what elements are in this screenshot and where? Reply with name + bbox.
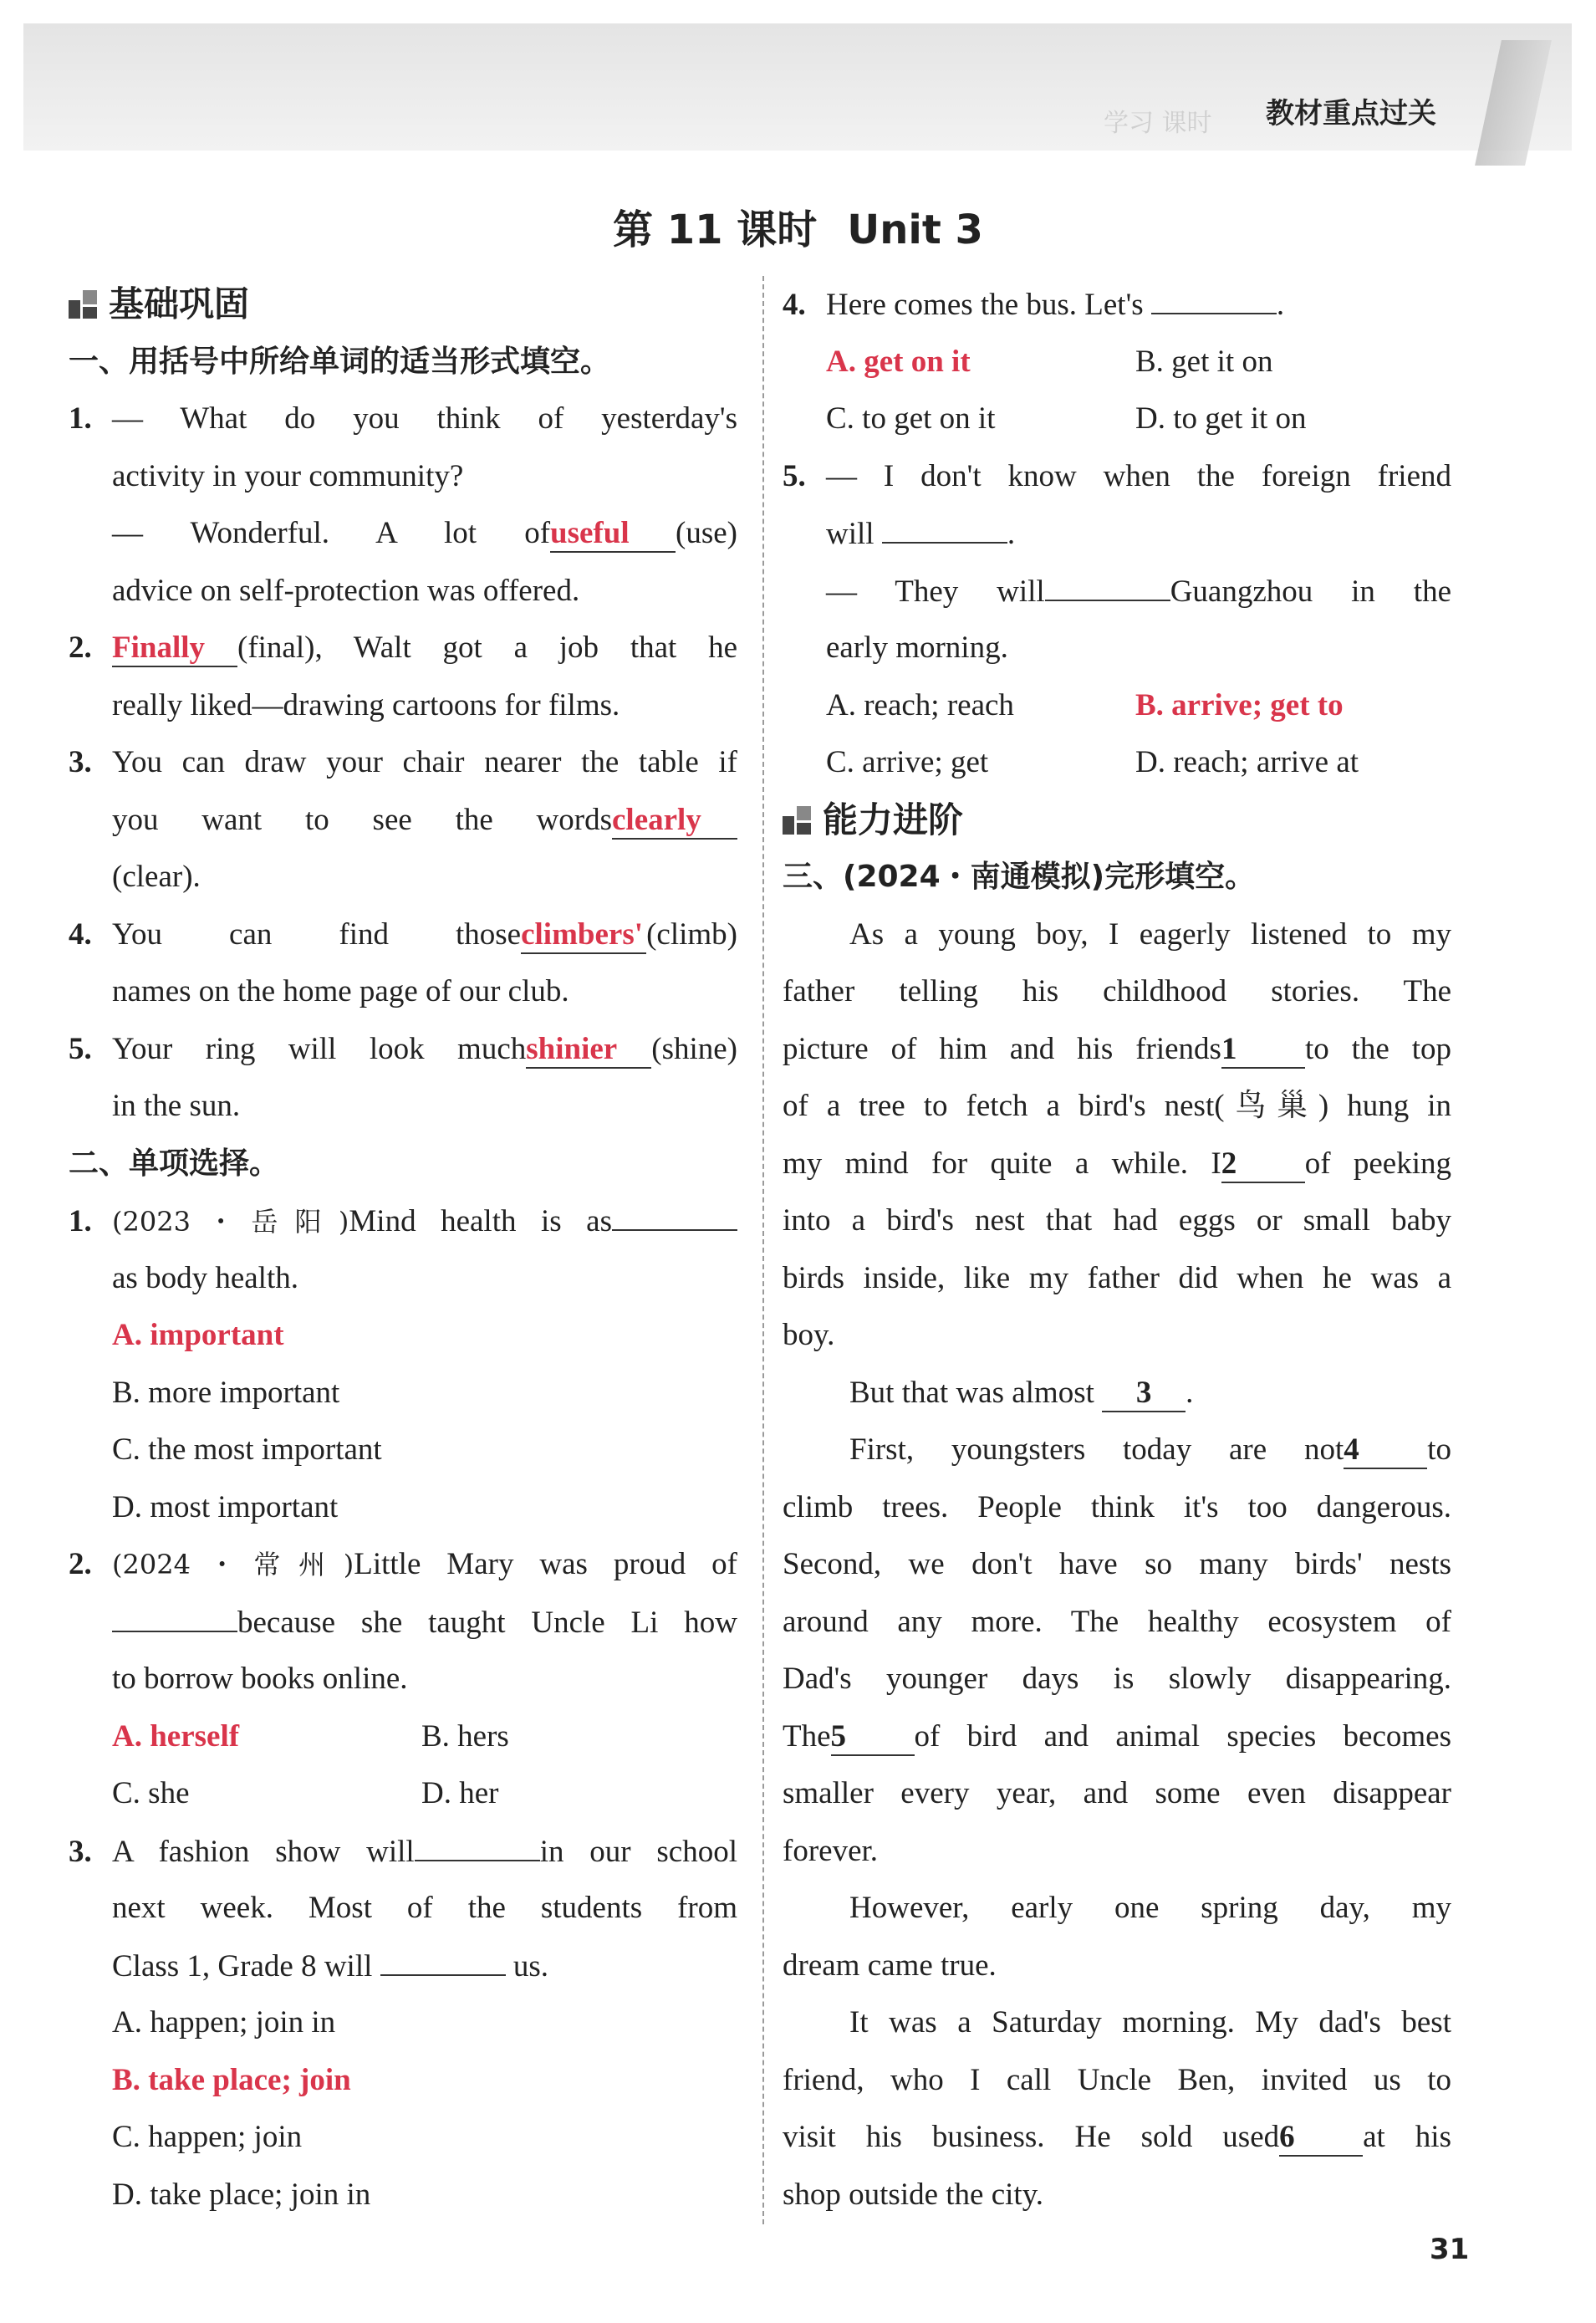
mc-5-option-b[interactable]: B. arrive; get to (1135, 687, 1344, 722)
answer-blank[interactable] (882, 505, 1007, 544)
page-number: 31 (1430, 2233, 1470, 2266)
cloze-blank-1[interactable]: 1 (1221, 1030, 1305, 1069)
question-1-line-2: activity in your community? (112, 458, 464, 493)
passage-line: Second, we don't have so many birds' nests (783, 1547, 1451, 1581)
mc-5-option-c[interactable]: C. arrive; get (826, 745, 989, 779)
mc-2-option-d[interactable]: D. her (421, 1776, 499, 1810)
mc-4-option-c[interactable]: C. to get on it (826, 401, 996, 436)
passage-line: First, youngsters today are not4 to (783, 1422, 1451, 1479)
cloze-blank-2[interactable]: 2 (1221, 1145, 1305, 1183)
mc-4-options-row-1 (783, 334, 1451, 391)
mc-3-line-1: 3. A fashion show will in our school (69, 1823, 737, 1881)
passage-line: dream came true. (783, 1948, 997, 1983)
passage-line: picture of him and his friends1 to the top (783, 1021, 1451, 1079)
mc-1-line-1: 1. (2023・岳阳)Mind health is as (69, 1192, 737, 1250)
passage-line: friend, who I call Uncle Ben, invited us to (783, 2062, 1451, 2097)
mc-2-line-2: because she taught Uncle Li how (69, 1594, 737, 1652)
question-3-line-1: 3. You can draw your chair nearer the table if (69, 745, 737, 779)
question-3-line-3: (clear). (112, 860, 201, 894)
mc-3-option-d[interactable]: D. take place; join in (112, 2177, 371, 2212)
passage-line: The5 of bird and animal species becomes (783, 1708, 1451, 1766)
cloze-blank-6[interactable]: 6 (1279, 2118, 1363, 2157)
section-heading-advanced: 能力进阶 (783, 792, 1451, 850)
mc-5-line-4: early morning. (826, 631, 1008, 665)
mc-1-option-b[interactable]: B. more important (112, 1375, 340, 1410)
passage-line: father telling his childhood stories. The (783, 974, 1451, 1008)
question-3-line-2: you want to see the wordsclearly (69, 792, 737, 850)
answer-blank[interactable] (415, 1823, 540, 1861)
passage-line: around any more. The healthy ecosystem of (783, 1604, 1451, 1639)
passage-line: But that was almost 3 . (783, 1365, 1451, 1422)
lesson-number: 第 11 课时 (613, 207, 818, 253)
mc-3-line-3: Class 1, Grade 8 will us. (69, 1938, 737, 1995)
answer-blank[interactable] (1045, 563, 1170, 601)
part1-heading: 一、用括号中所给单词的适当形式填空。 (69, 344, 611, 379)
mc-1-option-a[interactable]: A. important (112, 1318, 284, 1352)
mc-1-option-c[interactable]: C. the most important (112, 1432, 382, 1467)
mc-4-option-b[interactable]: B. get it on (1135, 344, 1273, 379)
mc-3-option-b[interactable]: B. take place; join (112, 2062, 351, 2097)
cloze-blank-5[interactable]: 5 (831, 1718, 915, 1756)
mc-2-options-row-1 (69, 1708, 737, 1766)
answer-blank[interactable]: useful (550, 514, 676, 553)
mc-4-options-row-2 (783, 391, 1451, 448)
question-2-line-2: really liked—drawing cartoons for films. (112, 687, 620, 722)
mc-2-line-1: 2. (2024・常州)Little Mary was proud of (69, 1547, 737, 1581)
answer-blank[interactable] (612, 1192, 737, 1231)
passage-line: shop outside the city. (783, 2177, 1044, 2212)
section-icon (783, 806, 811, 835)
mc-3-line-2: next week. Most of the students from (112, 1891, 737, 1925)
mc-2-option-a[interactable]: A. herself (112, 1718, 240, 1754)
mc-2-line-3: to borrow books online. (112, 1662, 408, 1696)
mc-4-line-1: 4. Here comes the bus. Let's . (783, 276, 1451, 334)
part3-heading: 三、(2024・南通模拟)完形填空。 (783, 860, 1256, 894)
cloze-blank-3[interactable]: 3 (1102, 1374, 1186, 1412)
mc-2-option-c[interactable]: C. she (112, 1776, 190, 1810)
passage-line: smaller every year, and some even disappear (783, 1776, 1451, 1810)
passage-line: climb trees. People think it's too dangerous. (783, 1489, 1451, 1524)
passage-line: Dad's younger days is slowly disappearing. (783, 1662, 1451, 1696)
mc-4-option-a[interactable]: A. get on it (826, 344, 971, 379)
mc-3-option-a[interactable]: A. happen; join in (112, 2005, 336, 2040)
mc-1-option-d[interactable]: D. most important (112, 1489, 339, 1524)
passage-line: However, early one spring day, my (849, 1891, 1451, 1925)
mc-5-option-d[interactable]: D. reach; arrive at (1135, 745, 1359, 779)
passage-line: forever. (783, 1833, 879, 1868)
header-faded-text: 学习 课时 (1104, 109, 1212, 138)
answer-blank[interactable] (112, 1594, 237, 1632)
passage-line: into a bird's nest that had eggs or small baby (783, 1203, 1451, 1238)
question-2-line-1: 2. Finally (final), Walt got a job that he (69, 620, 737, 677)
mc-2-option-b[interactable]: B. hers (421, 1718, 509, 1754)
section-icon (69, 290, 97, 319)
mc-5-options-row-2 (783, 734, 1451, 792)
answer-blank[interactable] (380, 1938, 506, 1976)
answer-blank[interactable] (1151, 276, 1277, 314)
question-1-line-4: advice on self-protection was offered. (112, 573, 580, 608)
passage-line: It was a Saturday morning. My dad's best (849, 2005, 1451, 2040)
passage-line: birds inside, like my father did when he was a (783, 1260, 1451, 1295)
question-5-line-2: in the sun. (112, 1089, 241, 1123)
header-band (23, 23, 1572, 151)
mc-5-line-1: 5. — I don't know when the foreign friend (783, 458, 1451, 493)
question-1-line-1: 1. — What do you think of yesterday's (69, 401, 737, 436)
question-5-line-1: 5. Your ring will look muchshinier (shine) (69, 1021, 737, 1079)
header-label: 教材重点过关 (1266, 97, 1436, 130)
cloze-blank-4[interactable]: 4 (1344, 1431, 1427, 1469)
passage-line: my mind for quite a while. I2 of peeking (783, 1136, 1451, 1193)
passage-line: of a tree to fetch a bird's nest(鸟巢) hung in (783, 1089, 1451, 1123)
left-column (69, 276, 737, 2223)
question-4-line-2: names on the home page of our club. (112, 974, 569, 1008)
mc-3-option-c[interactable]: C. happen; join (112, 2120, 303, 2154)
mc-2-options-row-2 (69, 1765, 737, 1823)
answer-blank[interactable]: climbers' (521, 916, 646, 954)
mc-4-option-d[interactable]: D. to get it on (1135, 401, 1307, 436)
mc-5-option-a[interactable]: A. reach; reach (826, 687, 1014, 722)
question-1-line-3: — Wonderful. A lot ofuseful (use) (69, 505, 737, 563)
section-heading-basic: 基础巩固 (69, 276, 737, 334)
right-column (783, 276, 1451, 2223)
mc-5-options-row-1 (783, 677, 1451, 735)
part2-heading: 二、单项选择。 (69, 1146, 280, 1181)
question-4-line-1: 4. You can find thoseclimbers' (climb) (69, 906, 737, 964)
passage-line: As a young boy, I eagerly listened to my (849, 916, 1451, 952)
passage-line: visit his business. He sold used6 at his (783, 2109, 1451, 2167)
unit-name: Unit 3 (847, 207, 983, 253)
mc-5-line-2: will . (783, 505, 1451, 563)
mc-1-line-2: as body health. (112, 1260, 298, 1295)
mc-5-line-3: — They will Guangzhou in the (783, 563, 1451, 620)
answer-blank[interactable]: Finally (112, 629, 237, 667)
answer-blank[interactable]: clearly (612, 801, 737, 840)
column-divider (762, 276, 764, 2224)
passage-line: boy. (783, 1318, 835, 1352)
answer-blank[interactable]: shinier (526, 1030, 651, 1069)
page-title (0, 197, 1596, 255)
